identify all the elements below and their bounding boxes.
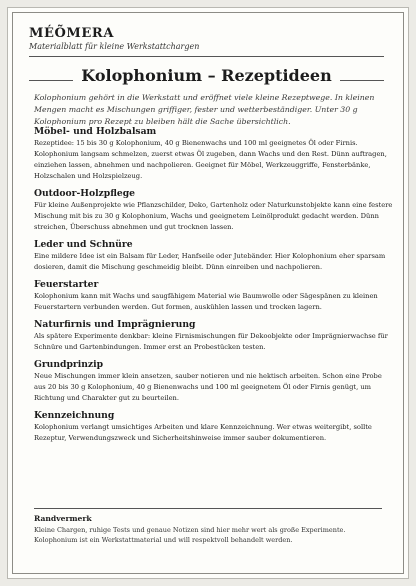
document-page: [7, 7, 409, 579]
brand-name: MÉÕMERA: [29, 26, 115, 41]
section-heading: Feuerstarter: [34, 279, 99, 290]
brand-subtitle: Materialblatt für kleine Werkstattchargen: [29, 42, 200, 51]
footer-heading: Randvermerk: [34, 514, 92, 523]
title-rule-right: [340, 80, 384, 81]
section-outdoor-holzpflege: [34, 188, 394, 233]
section-heading: Möbel- und Holzbalsam: [34, 126, 157, 137]
section-heading: Leder und Schnüre: [34, 239, 133, 250]
recipe-sections: [34, 126, 394, 450]
section-heading: Outdoor-Holzpflege: [34, 188, 135, 199]
intro-paragraph: Kolophonium gehört in die Werkstatt und eröffnet viele kleine Rezeptwege. In kleinen Mengen macht es Mischungen griffiger, fester und wetterbeständiger. Unter 30 g Kolophonium pro Rezept zu bleiben hält die Sache übersichtlich.: [34, 93, 375, 126]
section-text: Als spätere Experimente denkbar: kleine Firnismischungen für Dekoobjekte oder Imprägnierwachse für Schnüre und Gartenbindungen. Immer erst an Probestücken testen.: [34, 332, 388, 351]
section-feuerstarter: [34, 279, 394, 313]
section-text: Für kleine Außenprojekte wie Pflanzschilder, Deko, Gartenholz oder Naturkunstobjekte kann eine festere Mischung mit bis zu 30 g Kolophonium, Wachs und geeignetem Leinölprodukt gedacht werden. Dünn streichen, Überschuss abnehmen und gut trocknen lassen.: [34, 201, 393, 231]
section-text: Eine mildere Idee ist ein Balsam für Leder, Hanfseile oder Jutebänder. Hier Kolophonium eher sparsam dosieren, damit die Mischung geschmeidig bleibt. Dünn einreiben und nachpolieren.: [34, 252, 386, 271]
section-text: Kolophonium kann mit Wachs und saugfähigem Material wie Baumwolle oder Sägespänen zu kleinen Feuerstartern verbunden werden. Gut formen, auskühlen lassen und trocken lagern.: [34, 292, 378, 311]
footer-text: Kleine Chargen, ruhige Tests und genaue Notizen sind hier mehr wert als große Experimente. Kolophonium ist ein Werkstattmaterial und will respektvoll behandelt werden.: [34, 526, 346, 544]
page-title: Kolophonium – Rezeptideen: [81, 65, 332, 85]
section-heading: Grundprinzip: [34, 359, 104, 370]
section-text: Rezeptidee: 15 bis 30 g Kolophonium, 40 g Bienenwachs und 100 ml geeignetes Öl oder Firnis. Kolophonium langsam schmelzen, zuerst etwas Öl zugeben, dann Wachs und den Rest. Dünn auftragen, einziehen lassen, abnehmen und nachpolieren. Geeignet für Möbel, Werkzeuggriffe, Fensterbänke, Holzschalen und Holzspielzeug.: [34, 139, 387, 180]
footer-divider: [34, 508, 382, 509]
section-heading: Kennzeichnung: [34, 410, 115, 421]
section-grundprinzip: [34, 359, 394, 404]
section-text: Kolophonium verlangt umsichtiges Arbeiten und klare Kennzeichnung. Wer etwas weitergibt, sollte Rezeptur, Verwendungszweck und Sicherheitshinweise immer sauber dokumentieren.: [34, 423, 372, 442]
section-naturfirnis: [34, 319, 394, 353]
header-divider: [29, 56, 384, 57]
title-rule-left: [29, 80, 73, 81]
section-leder-schnuere: [34, 239, 394, 273]
section-text: Neue Mischungen immer klein ansetzen, sauber notieren und nie hektisch arbeiten. Schon eine Probe aus 20 bis 30 g Kolophonium, 40 g Bienenwachs und 100 ml geeignetem Öl oder Firnis genügt, um Richtung und Charakter gut zu beurteilen.: [34, 372, 382, 402]
section-moebel-holzbalsam: [34, 126, 394, 182]
section-kennzeichnung: [34, 410, 394, 444]
section-heading: Naturfirnis und Imprägnierung: [34, 319, 196, 330]
title-block: [29, 65, 384, 85]
